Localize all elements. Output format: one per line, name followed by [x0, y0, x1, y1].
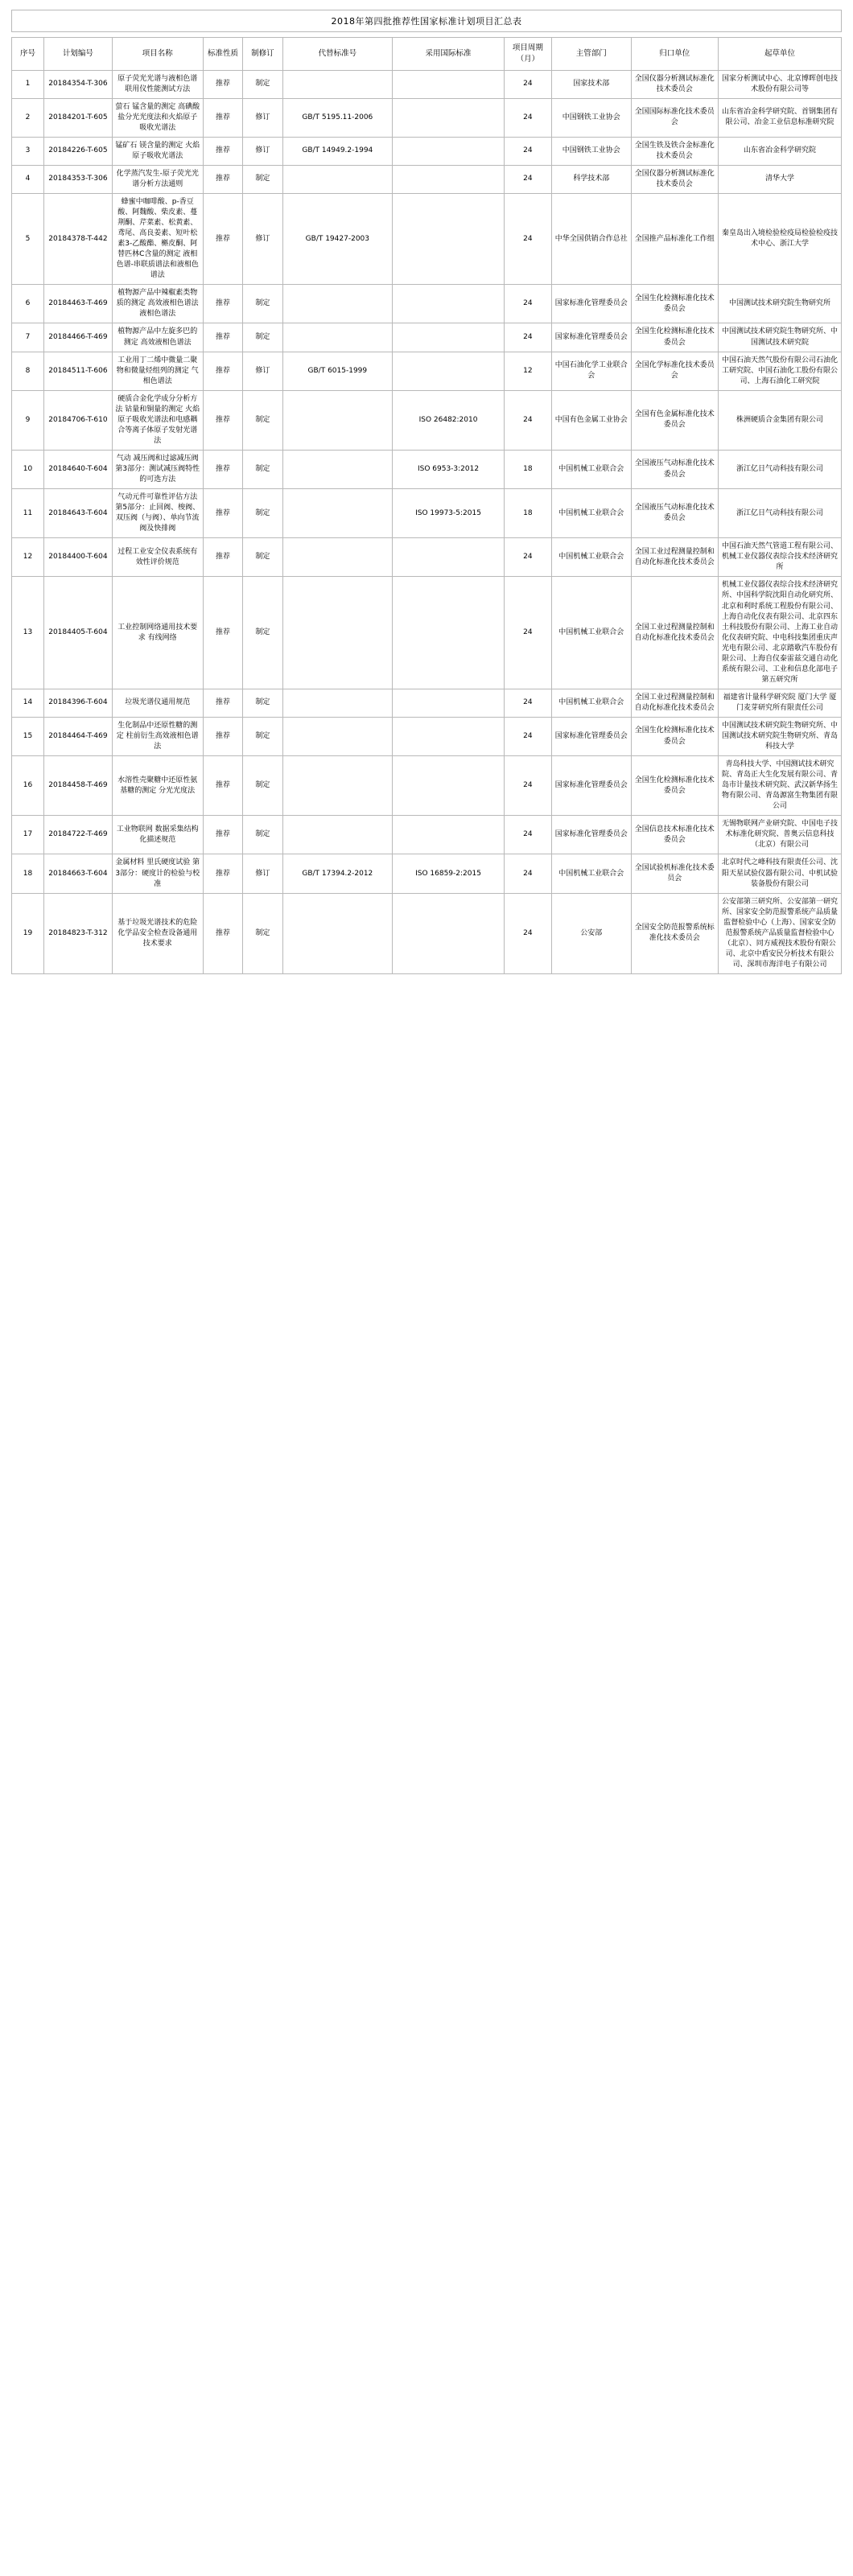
row-cell-drafters: 浙江亿日气动科技有限公司 [718, 489, 841, 538]
row-cell-period: 24 [504, 70, 551, 98]
row-cell-nature: 推荐 [203, 137, 242, 165]
row-cell-dept: 中国机械工业联合会 [551, 489, 631, 538]
row-cell-org: 全国工业过程测量控制和自动化标准化技术委员会 [631, 577, 718, 689]
row-cell-name: 金属材料 里氏硬度试验 第3部分：硬度计的检验与校准 [112, 854, 203, 893]
table-row [12, 323, 842, 352]
row-cell-replaced [282, 816, 393, 854]
row-cell-plan-no: 20184396-T-604 [44, 689, 113, 717]
row-cell-org: 全国生化检测标准化技术委员会 [631, 285, 718, 323]
row-cell-plan-no: 20184201-T-605 [44, 98, 113, 137]
row-cell-name: 气动元件可靠性评估方法 第5部分：止回阀、梭阀、双压阀（与阀）、单向节流阀及快排阀 [112, 489, 203, 538]
row-cell-dept: 国家标准化管理委员会 [551, 323, 631, 352]
row-cell-revise: 制定 [243, 165, 282, 193]
row-cell-dept: 中国石油化学工业联合会 [551, 352, 631, 390]
row-cell-plan-no: 20184706-T-610 [44, 390, 113, 450]
row-cell-period: 24 [504, 390, 551, 450]
col-header-plan-no: 计划编号 [44, 38, 113, 71]
row-cell-org: 全国生化检测标准化技术委员会 [631, 323, 718, 352]
row-cell-no: 4 [12, 165, 44, 193]
row-cell-intl [393, 137, 505, 165]
row-cell-revise: 制定 [243, 816, 282, 854]
row-cell-drafters: 清华大学 [718, 165, 841, 193]
table-row [12, 70, 842, 98]
row-cell-replaced [282, 165, 393, 193]
row-cell-replaced [282, 717, 393, 755]
row-cell-no: 3 [12, 137, 44, 165]
row-cell-name: 基于垃圾光谱技术的危险化学品安全检查设备通用技术要求 [112, 893, 203, 973]
row-cell-replaced [282, 70, 393, 98]
row-cell-intl [393, 717, 505, 755]
row-cell-intl: ISO 16859-2:2015 [393, 854, 505, 893]
row-cell-intl [393, 538, 505, 577]
table-row [12, 816, 842, 854]
row-cell-dept: 国家标准化管理委员会 [551, 285, 631, 323]
row-cell-org: 全国试验机标准化技术委员会 [631, 854, 718, 893]
row-cell-plan-no: 20184378-T-442 [44, 193, 113, 284]
row-cell-nature: 推荐 [203, 854, 242, 893]
row-cell-intl [393, 352, 505, 390]
row-cell-dept: 中国机械工业联合会 [551, 854, 631, 893]
row-cell-replaced [282, 577, 393, 689]
table-row [12, 390, 842, 450]
row-cell-no: 13 [12, 577, 44, 689]
row-cell-revise: 修订 [243, 352, 282, 390]
row-cell-org: 全国推产品标准化工作组 [631, 193, 718, 284]
row-cell-no: 15 [12, 717, 44, 755]
row-cell-dept: 国家技术部 [551, 70, 631, 98]
row-cell-nature: 推荐 [203, 538, 242, 577]
row-cell-nature: 推荐 [203, 285, 242, 323]
row-cell-org: 全国仪器分析测试标准化技术委员会 [631, 70, 718, 98]
row-cell-period: 24 [504, 854, 551, 893]
table-row [12, 689, 842, 717]
row-cell-dept: 国家标准化管理委员会 [551, 756, 631, 816]
col-header-no: 序号 [12, 38, 44, 71]
row-cell-intl [393, 893, 505, 973]
row-cell-name: 垃圾光谱仪通用规范 [112, 689, 203, 717]
table-row [12, 165, 842, 193]
row-cell-name: 工业用丁二烯中微量二聚物和微量烃组列的测定 气相色谱法 [112, 352, 203, 390]
row-cell-drafters: 浙江亿日气动科技有限公司 [718, 450, 841, 488]
row-cell-plan-no: 20184643-T-604 [44, 489, 113, 538]
row-cell-nature: 推荐 [203, 193, 242, 284]
row-cell-replaced [282, 756, 393, 816]
table-row [12, 98, 842, 137]
row-cell-revise: 修订 [243, 193, 282, 284]
col-header-name: 项目名称 [112, 38, 203, 71]
row-cell-no: 11 [12, 489, 44, 538]
row-cell-replaced [282, 285, 393, 323]
table-row [12, 854, 842, 893]
row-cell-replaced [282, 689, 393, 717]
row-cell-period: 24 [504, 285, 551, 323]
row-cell-intl [393, 70, 505, 98]
row-cell-plan-no: 20184663-T-604 [44, 854, 113, 893]
row-cell-replaced: GB/T 6015-1999 [282, 352, 393, 390]
row-cell-period: 24 [504, 323, 551, 352]
row-cell-revise: 修订 [243, 137, 282, 165]
table-row [12, 489, 842, 538]
row-cell-no: 7 [12, 323, 44, 352]
row-cell-plan-no: 20184463-T-469 [44, 285, 113, 323]
row-cell-period: 24 [504, 816, 551, 854]
row-cell-intl: ISO 19973-5:2015 [393, 489, 505, 538]
row-cell-revise: 制定 [243, 538, 282, 577]
row-cell-no: 18 [12, 854, 44, 893]
row-cell-replaced [282, 893, 393, 973]
row-cell-dept: 中国有色金属工业协会 [551, 390, 631, 450]
row-cell-revise: 制定 [243, 489, 282, 538]
col-header-intl: 采用国际标准 [393, 38, 505, 71]
row-cell-plan-no: 20184511-T-606 [44, 352, 113, 390]
row-cell-no: 1 [12, 70, 44, 98]
row-cell-intl [393, 323, 505, 352]
row-cell-plan-no: 20184405-T-604 [44, 577, 113, 689]
row-cell-no: 8 [12, 352, 44, 390]
row-cell-nature: 推荐 [203, 489, 242, 538]
row-cell-intl [393, 756, 505, 816]
row-cell-nature: 推荐 [203, 70, 242, 98]
row-cell-nature: 推荐 [203, 390, 242, 450]
row-cell-period: 24 [504, 689, 551, 717]
row-cell-nature: 推荐 [203, 717, 242, 755]
row-cell-org: 全国生化检测标准化技术委员会 [631, 756, 718, 816]
table-row [12, 193, 842, 284]
row-cell-dept: 中国机械工业联合会 [551, 538, 631, 577]
col-header-dept: 主管部门 [551, 38, 631, 71]
row-cell-drafters: 机械工业仪器仪表综合技术经济研究所、中国科学院沈阳自动化研究所、北京和利时系统工程股份有限公司、上海自动化仪表有限公司、北京四东土科技股份有限公司、上海工业自动化仪表研究院、中电科技集团重庆声光电有限公司、北京踏歌汽车股份有限公司、上海自仪泰雷兹交通自动化系统有限公司、工业和信息化部电子第五研究所 [718, 577, 841, 689]
table-row [12, 137, 842, 165]
col-header-drafters: 起草单位 [718, 38, 841, 71]
row-cell-drafters: 无锡物联网产业研究院、中国电子技术标准化研究院、普奥云信息科技（北京）有限公司 [718, 816, 841, 854]
row-cell-name: 蜂蜜中咖啡酸、p-香豆酸、阿魏酸、柴皮素、蔓荆酮、芹菜素、松黄素、鸢尾、高良姜素、短叶松素3-乙酸酯、槲皮酮、阿替匹林C含量的测定 液相色谱-串联质谱法和液相色谱法 [112, 193, 203, 284]
row-cell-org: 全国有色金属标准化技术委员会 [631, 390, 718, 450]
row-cell-drafters: 中国测试技术研究院生物研究所、中国测试技术研究院 [718, 323, 841, 352]
row-cell-no: 6 [12, 285, 44, 323]
row-cell-revise: 制定 [243, 756, 282, 816]
row-cell-plan-no: 20184466-T-469 [44, 323, 113, 352]
row-cell-no: 2 [12, 98, 44, 137]
row-cell-nature: 推荐 [203, 165, 242, 193]
row-cell-period: 24 [504, 98, 551, 137]
row-cell-replaced [282, 538, 393, 577]
row-cell-org: 全国液压气动标准化技术委员会 [631, 489, 718, 538]
row-cell-nature: 推荐 [203, 323, 242, 352]
row-cell-revise: 修订 [243, 98, 282, 137]
row-cell-dept: 中国钢铁工业协会 [551, 137, 631, 165]
row-cell-replaced [282, 323, 393, 352]
row-cell-nature: 推荐 [203, 577, 242, 689]
row-cell-drafters: 国家分析测试中心、北京博晖创电技术股份有限公司等 [718, 70, 841, 98]
row-cell-period: 18 [504, 450, 551, 488]
row-cell-nature: 推荐 [203, 450, 242, 488]
row-cell-replaced: GB/T 17394.2-2012 [282, 854, 393, 893]
row-cell-plan-no: 20184640-T-604 [44, 450, 113, 488]
col-header-org: 归口单位 [631, 38, 718, 71]
row-cell-name: 硬质合金化学成分分析方法 钴量和铜量的测定 火焰原子吸收光谱法和电感耦合等离子体原子发射光谱法 [112, 390, 203, 450]
row-cell-plan-no: 20184722-T-469 [44, 816, 113, 854]
row-cell-plan-no: 20184458-T-469 [44, 756, 113, 816]
row-cell-period: 24 [504, 165, 551, 193]
row-cell-name: 化学蒸汽发生-原子荧光光谱分析方法通则 [112, 165, 203, 193]
row-cell-intl [393, 577, 505, 689]
row-cell-plan-no: 20184464-T-469 [44, 717, 113, 755]
row-cell-revise: 制定 [243, 70, 282, 98]
row-cell-replaced [282, 450, 393, 488]
row-cell-replaced: GB/T 19427-2003 [282, 193, 393, 284]
row-cell-org: 全国生化检测标准化技术委员会 [631, 717, 718, 755]
row-cell-dept: 中国钢铁工业协会 [551, 98, 631, 137]
row-cell-org: 全国液压气动标准化技术委员会 [631, 450, 718, 488]
row-cell-org: 全国化学标准化技术委员会 [631, 352, 718, 390]
row-cell-no: 19 [12, 893, 44, 973]
row-cell-drafters: 青岛科技大学、中国测试技术研究院、青岛正大生化发展有限公司、青岛市计量技术研究院、武汉新华扬生物有限公司、青岛源富生物集团有限公司 [718, 756, 841, 816]
row-cell-org: 全国工业过程测量控制和自动化标准化技术委员会 [631, 538, 718, 577]
row-cell-no: 9 [12, 390, 44, 450]
row-cell-drafters: 中国测试技术研究院生物研究所、中国测试技术研究院生物研究所、青岛科技大学 [718, 717, 841, 755]
row-cell-org: 全国国际标准化技术委员会 [631, 98, 718, 137]
table-row [12, 717, 842, 755]
row-cell-org: 全国仪器分析测试标准化技术委员会 [631, 165, 718, 193]
row-cell-intl [393, 98, 505, 137]
row-cell-intl [393, 193, 505, 284]
row-cell-nature: 推荐 [203, 756, 242, 816]
row-cell-revise: 制定 [243, 323, 282, 352]
row-cell-name: 生化制品中还原性糖的测定 柱前衍生高效液相色谱法 [112, 717, 203, 755]
row-cell-drafters: 中国石油天然气管道工程有限公司、机械工业仪器仪表综合技术经济研究所 [718, 538, 841, 577]
row-cell-drafters: 株洲硬质合金集团有限公司 [718, 390, 841, 450]
row-cell-name: 锰矿石 镁含量的测定 火焰原子吸收光谱法 [112, 137, 203, 165]
row-cell-nature: 推荐 [203, 352, 242, 390]
row-cell-intl: ISO 26482:2010 [393, 390, 505, 450]
row-cell-plan-no: 20184400-T-604 [44, 538, 113, 577]
row-cell-period: 12 [504, 352, 551, 390]
table-row [12, 285, 842, 323]
row-cell-period: 18 [504, 489, 551, 538]
table-header-row [12, 38, 842, 71]
row-cell-nature: 推荐 [203, 689, 242, 717]
table-row [12, 577, 842, 689]
row-cell-plan-no: 20184353-T-306 [44, 165, 113, 193]
row-cell-no: 10 [12, 450, 44, 488]
row-cell-drafters: 福建省计量科学研究院 厦门大学 厦门麦芽研究所有限责任公司 [718, 689, 841, 717]
table-row [12, 352, 842, 390]
row-cell-replaced [282, 390, 393, 450]
row-cell-drafters: 中国测试技术研究院生物研究所 [718, 285, 841, 323]
row-cell-org: 全国信息技术标准化技术委员会 [631, 816, 718, 854]
document-title: 2018年第四批推荐性国家标准计划项目汇总表 [11, 10, 842, 32]
row-cell-revise: 制定 [243, 689, 282, 717]
row-cell-nature: 推荐 [203, 893, 242, 973]
col-header-nature: 标准性质 [203, 38, 242, 71]
table-row [12, 893, 842, 973]
table-body [12, 70, 842, 973]
row-cell-dept: 国家标准化管理委员会 [551, 816, 631, 854]
row-cell-period: 24 [504, 756, 551, 816]
row-cell-nature: 推荐 [203, 98, 242, 137]
table-row [12, 756, 842, 816]
row-cell-period: 24 [504, 577, 551, 689]
row-cell-drafters: 北京时代之峰科技有限责任公司、沈阳天星试验仪器有限公司、中机试验装备股份有限公司 [718, 854, 841, 893]
row-cell-dept: 中国机械工业联合会 [551, 689, 631, 717]
row-cell-dept: 科学技术部 [551, 165, 631, 193]
row-cell-drafters: 山东省冶金科学研究院、首钢集团有限公司、冶金工业信息标准研究院 [718, 98, 841, 137]
row-cell-revise: 制定 [243, 893, 282, 973]
row-cell-name: 工业物联网 数据采集结构化描述规范 [112, 816, 203, 854]
row-cell-revise: 制定 [243, 285, 282, 323]
row-cell-period: 24 [504, 137, 551, 165]
row-cell-drafters: 秦皇岛出入境检验检疫局检验检疫技术中心、浙江大学 [718, 193, 841, 284]
row-cell-revise: 制定 [243, 717, 282, 755]
row-cell-nature: 推荐 [203, 816, 242, 854]
standards-plan-table [11, 37, 842, 974]
row-cell-name: 水溶性壳聚糖中还原性氨基糖的测定 分光光度法 [112, 756, 203, 816]
row-cell-no: 12 [12, 538, 44, 577]
row-cell-name: 过程工业安全仪表系统有效性评价规范 [112, 538, 203, 577]
row-cell-period: 24 [504, 193, 551, 284]
col-header-replaced: 代替标准号 [282, 38, 393, 71]
document-page [0, 0, 853, 982]
row-cell-intl [393, 689, 505, 717]
row-cell-intl [393, 285, 505, 323]
row-cell-no: 17 [12, 816, 44, 854]
row-cell-org: 全国生铁及铁合金标准化技术委员会 [631, 137, 718, 165]
row-cell-replaced [282, 489, 393, 538]
row-cell-name: 萤石 锰含量的测定 高碘酸盐分光光度法和火焰原子吸收光谱法 [112, 98, 203, 137]
row-cell-plan-no: 20184354-T-306 [44, 70, 113, 98]
row-cell-intl [393, 816, 505, 854]
row-cell-revise: 制定 [243, 577, 282, 689]
row-cell-dept: 中华全国供销合作总社 [551, 193, 631, 284]
row-cell-name: 原子荧光光谱与液相色谱联用仪性能测试方法 [112, 70, 203, 98]
row-cell-name: 工业控制网络通用技术要求 有线网络 [112, 577, 203, 689]
row-cell-dept: 中国机械工业联合会 [551, 450, 631, 488]
row-cell-org: 全国安全防范报警系统标准化技术委员会 [631, 893, 718, 973]
row-cell-no: 16 [12, 756, 44, 816]
row-cell-no: 14 [12, 689, 44, 717]
row-cell-revise: 制定 [243, 390, 282, 450]
row-cell-drafters: 公安部第三研究所、公安部第一研究所、国家安全防范报警系统产品质量监督检验中心（上海）、国家安全防范报警系统产品质量监督检验中心（北京）、同方威视技术股份有限公司、北京中盾安民分析技术有限公司、深圳市海洋电子有限公司 [718, 893, 841, 973]
row-cell-plan-no: 20184823-T-312 [44, 893, 113, 973]
row-cell-replaced: GB/T 5195.11-2006 [282, 98, 393, 137]
col-header-period: 项目周期（月） [504, 38, 551, 71]
row-cell-no: 5 [12, 193, 44, 284]
row-cell-dept: 国家标准化管理委员会 [551, 717, 631, 755]
row-cell-name: 植物源产品中辣椒素类物质的测定 高效液相色谱法 液相色谱法 [112, 285, 203, 323]
row-cell-revise: 制定 [243, 450, 282, 488]
col-header-revise: 制修订 [243, 38, 282, 71]
row-cell-revise: 修订 [243, 854, 282, 893]
row-cell-replaced: GB/T 14949.2-1994 [282, 137, 393, 165]
row-cell-dept: 公安部 [551, 893, 631, 973]
row-cell-org: 全国工业过程测量控制和自动化标准化技术委员会 [631, 689, 718, 717]
row-cell-intl: ISO 6953-3:2012 [393, 450, 505, 488]
table-row [12, 538, 842, 577]
row-cell-period: 24 [504, 893, 551, 973]
row-cell-period: 24 [504, 538, 551, 577]
row-cell-name: 气动 减压阀和过滤减压阀 第3部分：测试减压阀特性的可选方法 [112, 450, 203, 488]
row-cell-drafters: 山东省冶金科学研究院 [718, 137, 841, 165]
row-cell-plan-no: 20184226-T-605 [44, 137, 113, 165]
row-cell-intl [393, 165, 505, 193]
table-row [12, 450, 842, 488]
row-cell-name: 植物源产品中左旋多巴的测定 高效液相色谱法 [112, 323, 203, 352]
row-cell-drafters: 中国石油天然气股份有限公司石油化工研究院、中国石油化工股份有限公司、上海石油化工研究院 [718, 352, 841, 390]
row-cell-dept: 中国机械工业联合会 [551, 577, 631, 689]
row-cell-period: 24 [504, 717, 551, 755]
